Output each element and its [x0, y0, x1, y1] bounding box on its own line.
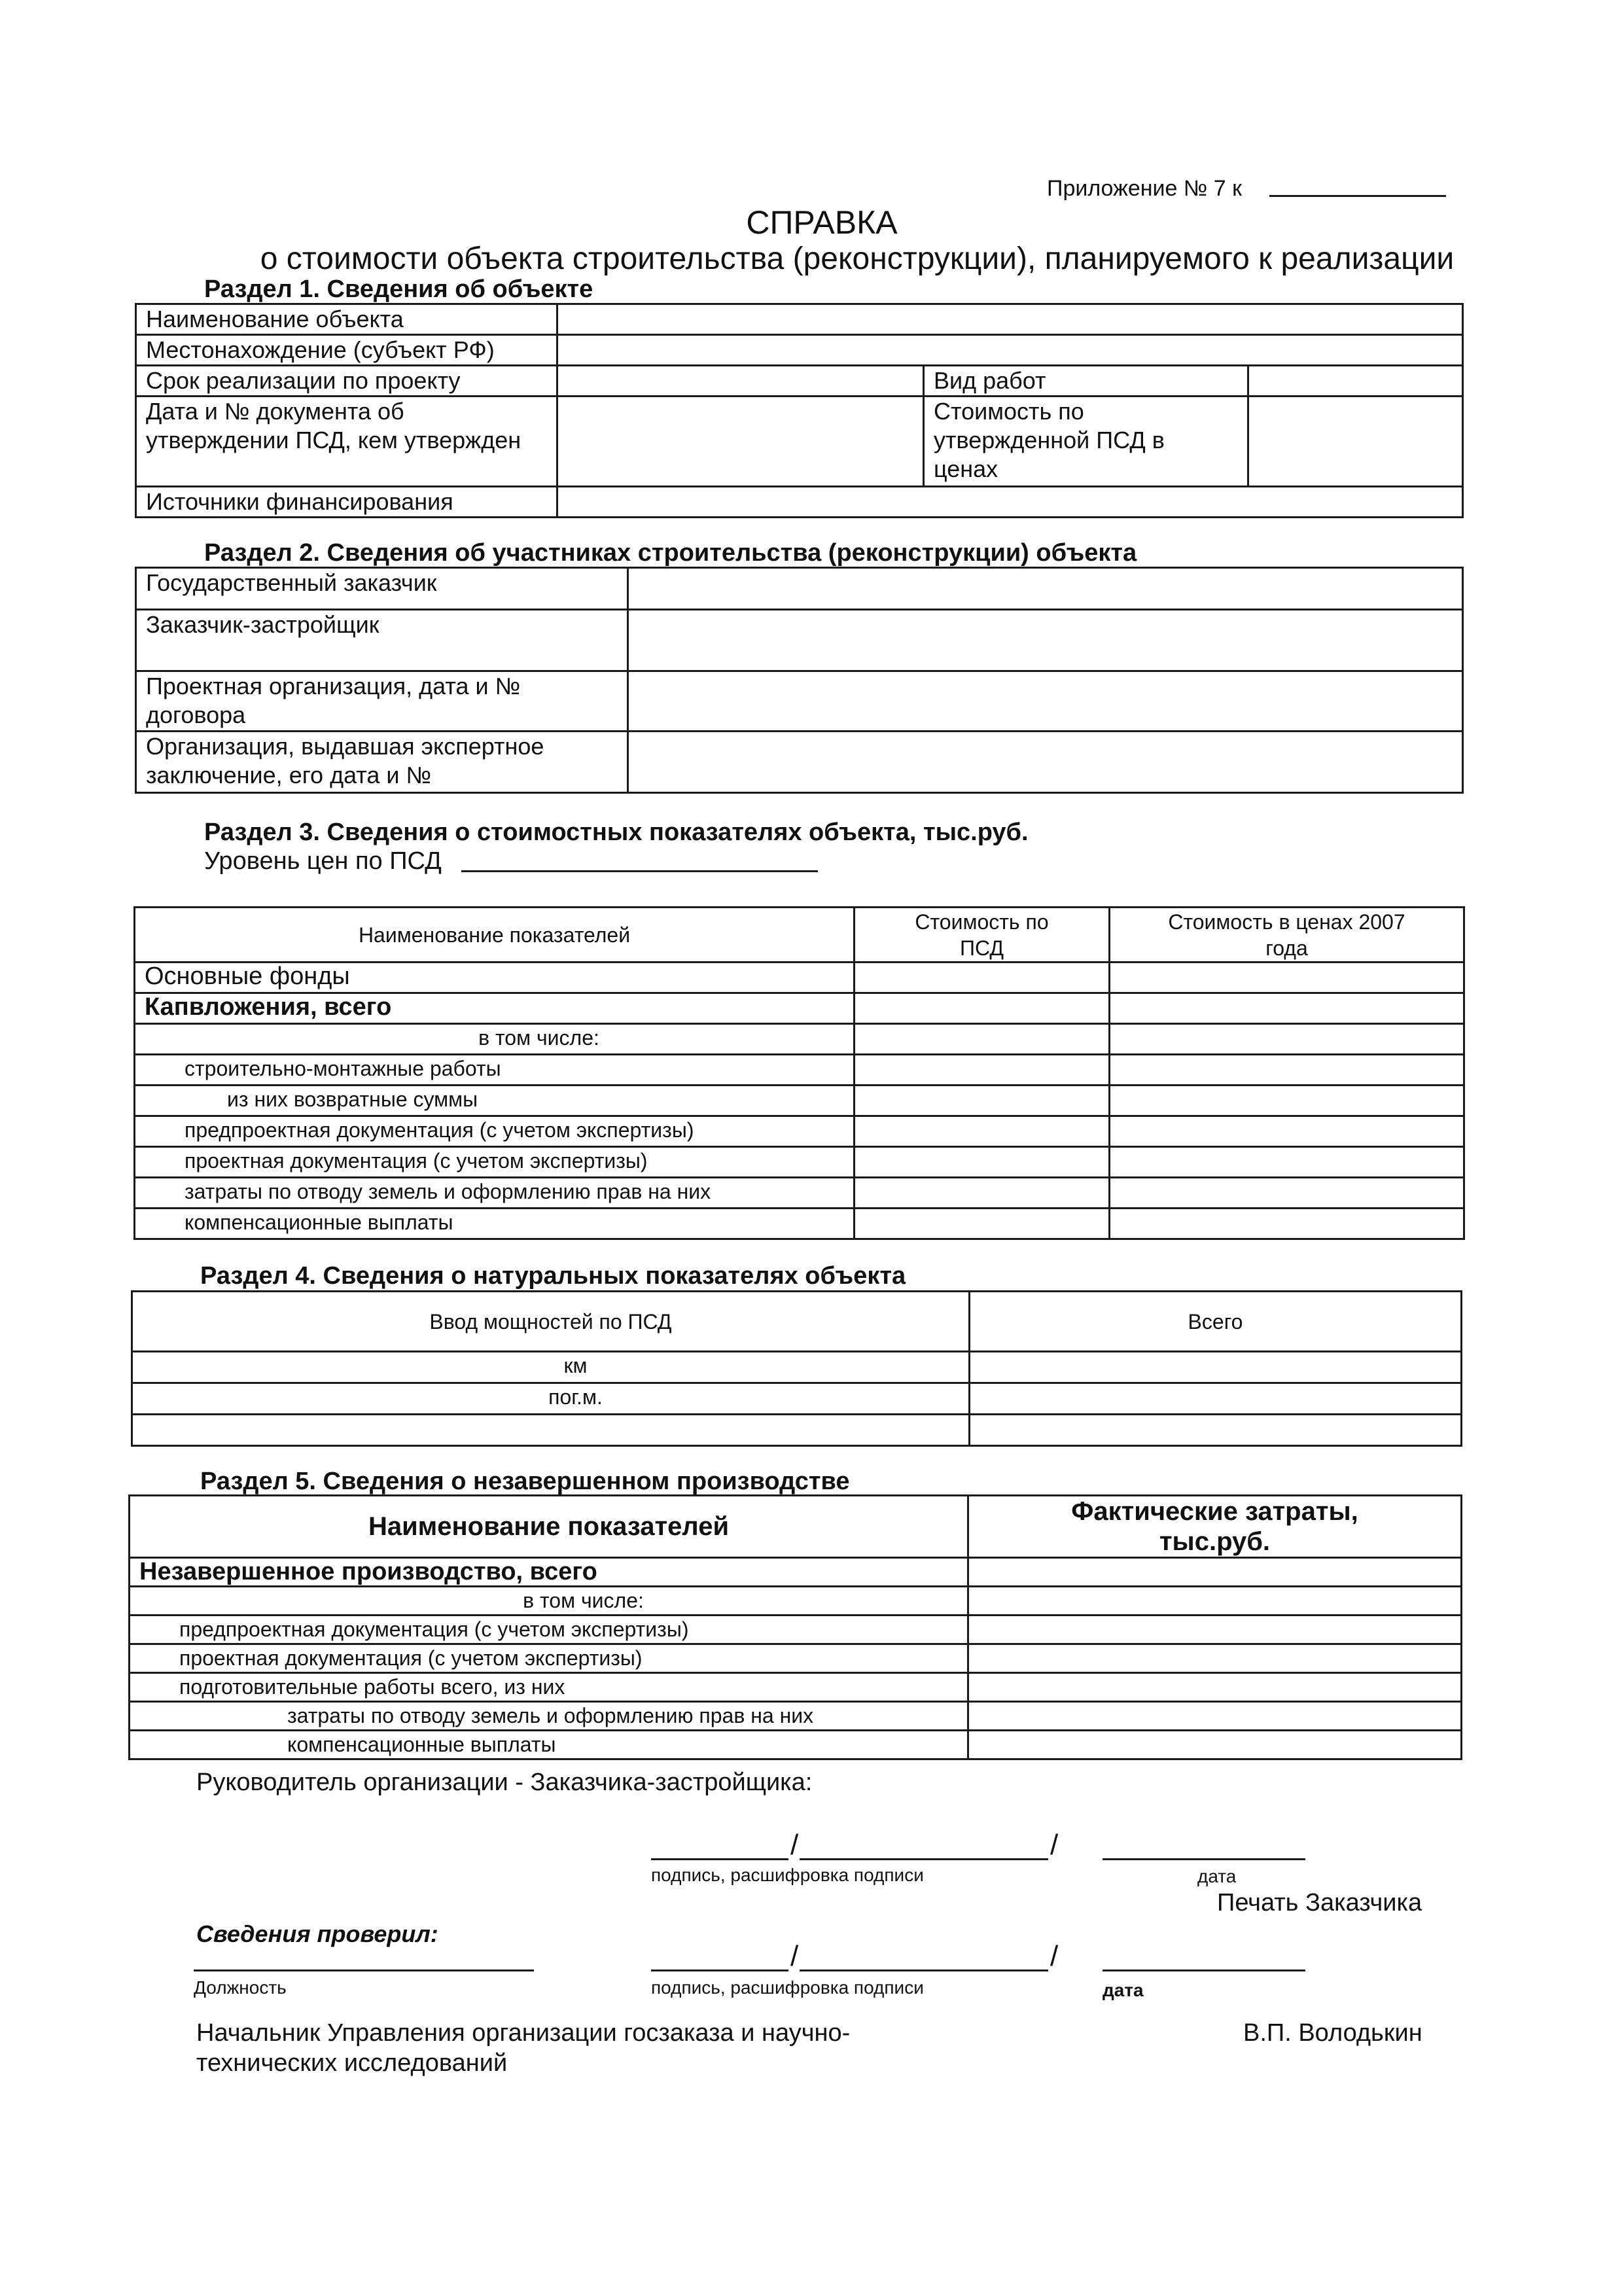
date-caption: дата — [1197, 1866, 1237, 1886]
section3-heading: Раздел 3. Сведения о стоимостных показателях объекта, тыс.руб. — [204, 819, 1029, 846]
s1-name-label: Наименование объекта — [136, 304, 557, 335]
chief-name: В.П. Володькин — [1243, 2019, 1422, 2047]
s5-row-label: Незавершенное производство, всего — [130, 1558, 968, 1587]
s1-sources-label: Источники финансирования — [136, 487, 557, 518]
section2-table — [135, 567, 1464, 794]
s1-worktype-value — [1248, 366, 1463, 397]
s4-row-value — [970, 1352, 1462, 1383]
s3-row-psd — [855, 1055, 1110, 1086]
s5-row-value — [968, 1673, 1462, 1702]
s2-row-value — [628, 610, 1463, 671]
s5-row-label: подготовительные работы всего, из них — [130, 1673, 968, 1702]
s3-row-2007 — [1110, 1086, 1464, 1116]
appendix-label: Приложение № 7 к — [1047, 176, 1243, 201]
s1-doc-label: Дата и № документа об утверждении ПСД, кем утвержден — [136, 397, 557, 487]
section5-heading: Раздел 5. Сведения о незавершенном производстве — [200, 1468, 850, 1495]
section1-table — [135, 303, 1464, 518]
s3-row-psd — [855, 1116, 1110, 1147]
s3-row-label: предпроектная документация (с учетом экспертизы) — [135, 1116, 855, 1147]
s2-row-label: Организация, выдавшая экспертное заключение, его дата и № — [136, 732, 628, 793]
s3-col-2007: Стоимость в ценах 2007 года — [1110, 908, 1464, 963]
date-line-1 — [1103, 1858, 1305, 1860]
s1-name-value — [557, 304, 1463, 335]
s1-term-value — [557, 366, 924, 397]
sign-slash: / — [790, 1940, 799, 1972]
stamp-label: Печать Заказчика — [1217, 1889, 1422, 1916]
s5-row-value — [968, 1702, 1462, 1731]
position-line — [194, 1969, 534, 1971]
sign-slash: / — [1050, 1829, 1059, 1861]
s5-row-value — [968, 1644, 1462, 1673]
s3-row-psd — [855, 993, 1110, 1024]
s1-term-label: Срок реализации по проекту — [136, 366, 557, 397]
s5-col-actual: Фактические затраты, тыс.руб. — [968, 1496, 1462, 1558]
s2-row-value — [628, 568, 1463, 610]
s4-row-label: км — [132, 1352, 970, 1383]
appendix-line — [1269, 195, 1446, 197]
s4-row-value — [970, 1415, 1462, 1446]
s2-row-value — [628, 671, 1463, 732]
s2-row-label: Проектная организация, дата и № договора — [136, 671, 628, 732]
s2-row-label: Государственный заказчик — [136, 568, 628, 610]
s5-row-label: в том числе: — [130, 1587, 968, 1616]
s1-sources-value — [557, 487, 1463, 518]
s3-row-2007 — [1110, 963, 1464, 993]
s1-doc-value — [557, 397, 924, 487]
s1-worktype-label: Вид работ — [924, 366, 1248, 397]
sign-line-2b — [800, 1969, 1048, 1971]
s3-row-label: из них возвратные суммы — [135, 1086, 855, 1116]
sign-slash: / — [790, 1829, 799, 1861]
page-title: СПРАВКА — [746, 204, 898, 241]
section4-table — [131, 1290, 1462, 1447]
s5-col-name: Наименование показателей — [130, 1496, 968, 1558]
s3-row-psd — [855, 1024, 1110, 1055]
s4-col-capacity: Ввод мощностей по ПСД — [132, 1292, 970, 1352]
s3-row-psd — [855, 1147, 1110, 1178]
s3-row-2007 — [1110, 993, 1464, 1024]
date-caption: дата — [1103, 1980, 1144, 2000]
sign-line-1a — [651, 1858, 788, 1860]
section4-heading: Раздел 4. Сведения о натуральных показателях объекта — [200, 1262, 906, 1290]
checked-label: Сведения проверил: — [196, 1920, 438, 1947]
s3-col-name: Наименование показателей — [135, 908, 855, 963]
head-label: Руководитель организации - Заказчика-застройщика: — [196, 1769, 813, 1796]
s3-row-2007 — [1110, 1209, 1464, 1239]
section2-heading: Раздел 2. Сведения об участниках строительства (реконструкции) объекта — [204, 539, 1137, 567]
s3-row-2007 — [1110, 1147, 1464, 1178]
chief-title: Начальник Управления организации госзаказа и научно-технических исследований — [196, 2019, 851, 2077]
s3-row-label: проектная документация (с учетом экспертизы) — [135, 1147, 855, 1178]
s4-row-value — [970, 1383, 1462, 1415]
s1-cost-label: Стоимость по утвержденной ПСД в ценах — [924, 397, 1248, 487]
s5-row-label: проектная документация (с учетом экспертизы) — [130, 1644, 968, 1673]
s4-row-label: пог.м. — [132, 1383, 970, 1415]
s3-row-psd — [855, 1178, 1110, 1209]
s3-row-label: строительно-монтажные работы — [135, 1055, 855, 1086]
sign-caption: подпись, расшифровка подписи — [651, 1977, 924, 1998]
s2-row-label: Заказчик-застройщик — [136, 610, 628, 671]
section3-table — [133, 906, 1465, 1240]
s3-row-label: компенсационные выплаты — [135, 1209, 855, 1239]
sign-caption: подпись, расшифровка подписи — [651, 1865, 924, 1885]
s3-row-psd — [855, 1209, 1110, 1239]
s3-row-psd — [855, 1086, 1110, 1116]
s3-row-2007 — [1110, 1024, 1464, 1055]
price-level-label: Уровень цен по ПСД — [204, 847, 442, 875]
s3-row-label: затраты по отводу земель и оформлению прав на них — [135, 1178, 855, 1209]
s5-row-value — [968, 1587, 1462, 1616]
s5-row-label: компенсационные выплаты — [130, 1731, 968, 1759]
section1-heading: Раздел 1. Сведения об объекте — [204, 275, 593, 303]
s3-col-psd: Стоимость по ПСД — [855, 908, 1110, 963]
s4-col-total: Всего — [970, 1292, 1462, 1352]
s1-location-label: Местонахождение (субъект РФ) — [136, 335, 557, 366]
s3-row-2007 — [1110, 1055, 1464, 1086]
s5-row-label: затраты по отводу земель и оформлению прав на них — [130, 1702, 968, 1731]
page-subtitle: о стоимости объекта строительства (реконструкции), планируемого к реализации — [260, 241, 1455, 276]
s3-row-2007 — [1110, 1178, 1464, 1209]
s3-row-psd — [855, 963, 1110, 993]
s5-row-label: предпроектная документация (с учетом экспертизы) — [130, 1616, 968, 1644]
s2-row-value — [628, 732, 1463, 793]
s1-location-value — [557, 335, 1463, 366]
s3-row-label: Основные фонды — [135, 963, 855, 993]
s5-row-value — [968, 1616, 1462, 1644]
s4-row-label — [132, 1415, 970, 1446]
date-line-2 — [1103, 1969, 1305, 1971]
position-caption: Должность — [194, 1977, 287, 1998]
sign-line-1b — [800, 1858, 1048, 1860]
s1-cost-value — [1248, 397, 1463, 487]
price-level-line — [461, 870, 818, 872]
section5-table — [128, 1494, 1462, 1760]
s3-row-label: в том числе: — [135, 1024, 855, 1055]
s5-row-value — [968, 1558, 1462, 1587]
sign-line-2a — [651, 1969, 788, 1971]
s3-row-label: Капвложения, всего — [135, 993, 855, 1024]
s3-row-2007 — [1110, 1116, 1464, 1147]
s5-row-value — [968, 1731, 1462, 1759]
sign-slash: / — [1050, 1940, 1059, 1972]
